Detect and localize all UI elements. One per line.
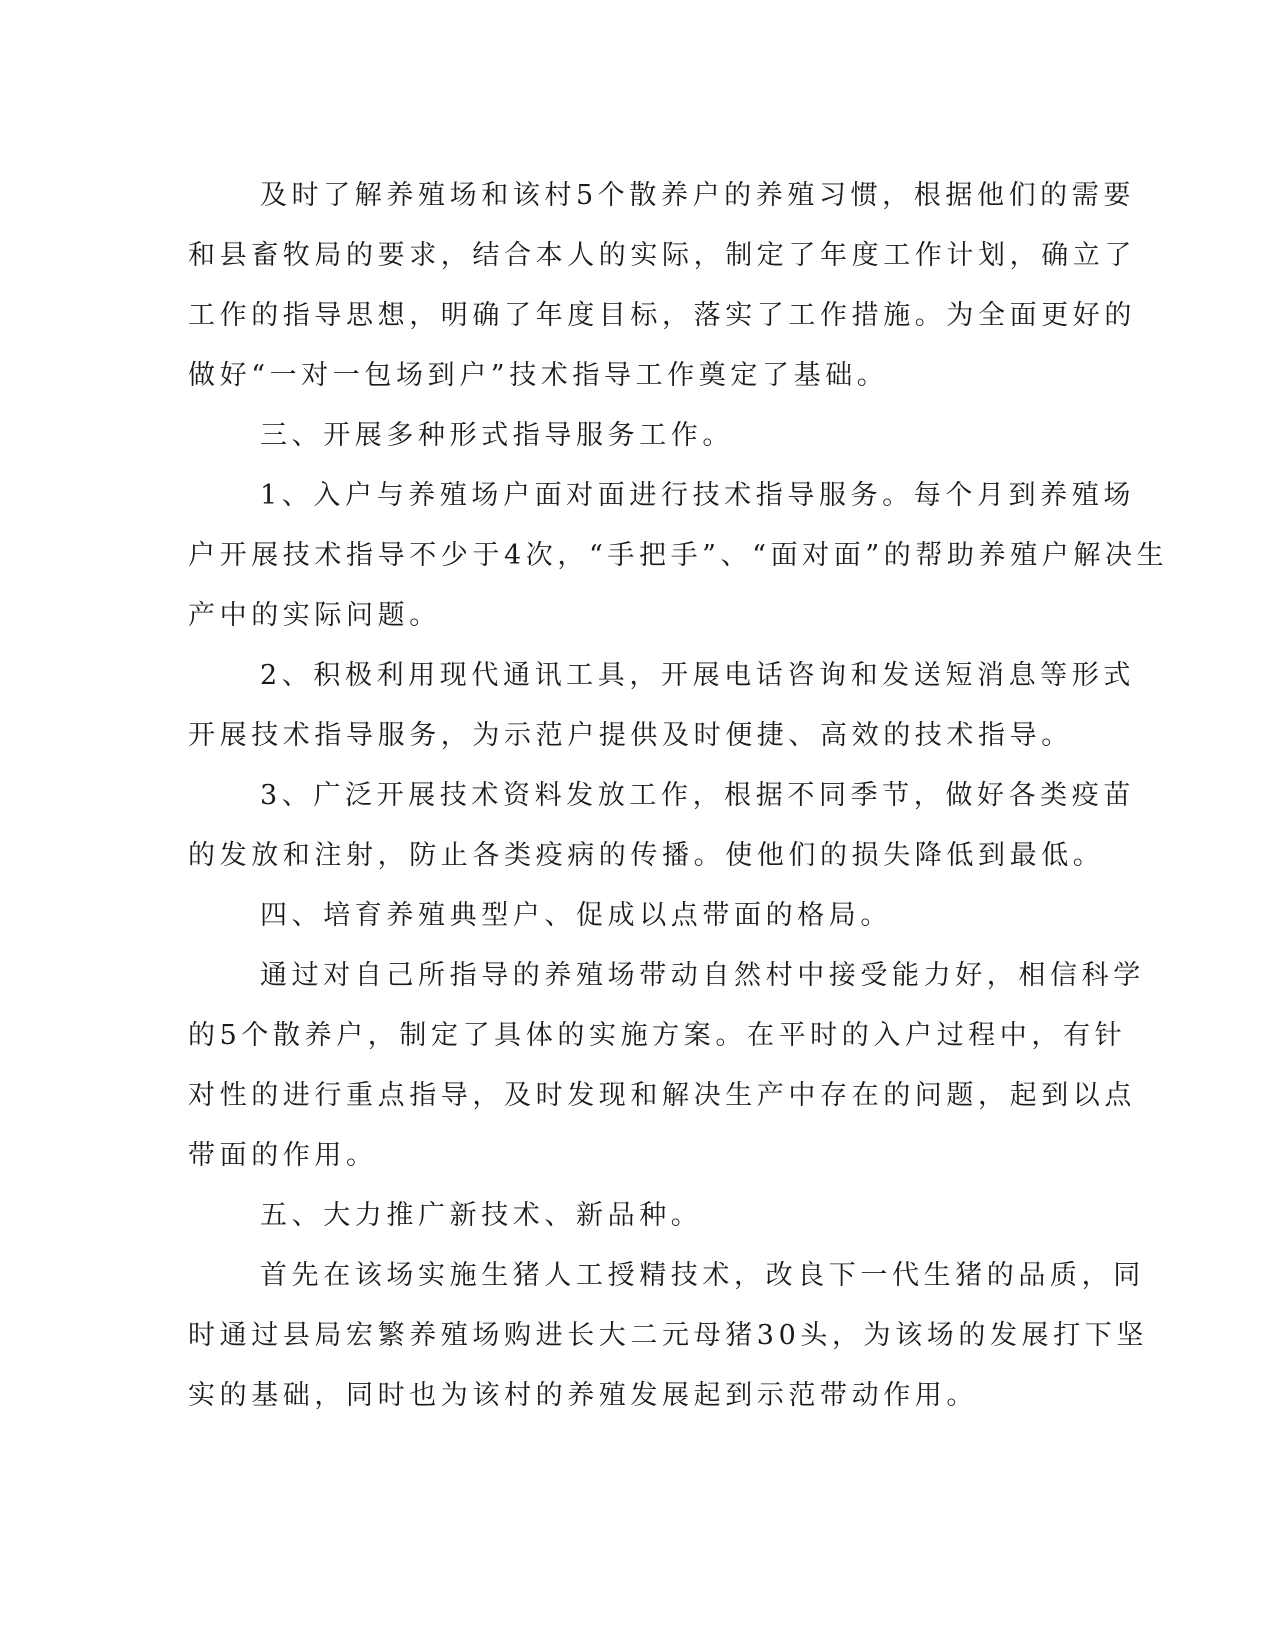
- paragraph-line: 带面的作用。: [188, 1140, 378, 1171]
- paragraph-line: 首先在该场实施生猪人工授精技术，改良下一代生猪的品质，同: [260, 1260, 1145, 1291]
- section-heading: 三、开展多种形式指导服务工作。: [260, 420, 734, 451]
- paragraph-line: 的5个散养户，制定了具体的实施方案。在平时的入户过程中，有针: [188, 1020, 1127, 1051]
- paragraph-line: 通过对自己所指导的养殖场带动自然村中接受能力好，相信科学: [260, 960, 1145, 991]
- paragraph-line: 1、入户与养殖场户面对面进行技术指导服务。每个月到养殖场: [260, 480, 1135, 511]
- paragraph-line: 的发放和注射，防止各类疫病的传播。使他们的损失降低到最低。: [188, 840, 1105, 871]
- paragraph-line: 开展技术指导服务，为示范户提供及时便捷、高效的技术指导。: [188, 720, 1073, 751]
- paragraph-line: 3、广泛开展技术资料发放工作，根据不同季节，做好各类疫苗: [260, 780, 1135, 811]
- paragraph-line: 户开展技术指导不少于4次，“手把手”、“面对面”的帮助养殖户解决生: [188, 540, 1169, 571]
- paragraph-line: 2、积极利用现代通讯工具，开展电话咨询和发送短消息等形式: [260, 660, 1135, 691]
- paragraph-line: 对性的进行重点指导，及时发现和解决生产中存在的问题，起到以点: [188, 1080, 1136, 1111]
- paragraph-line: 工作的指导思想，明确了年度目标，落实了工作措施。为全面更好的: [188, 300, 1136, 331]
- document-body: [188, 166, 1169, 1426]
- paragraph-line: 做好“一对一包场到户”技术指导工作奠定了基础。: [188, 360, 889, 391]
- paragraph-line: 产中的实际问题。: [188, 600, 441, 631]
- paragraph-line: 和县畜牧局的要求，结合本人的实际，制定了年度工作计划，确立了: [188, 240, 1136, 271]
- section-heading: 四、培育养殖典型户、促成以点带面的格局。: [260, 900, 892, 931]
- paragraph-line: 时通过县局宏繁养殖场购进长大二元母猪30头，为该场的发展打下坚: [188, 1320, 1148, 1351]
- section-heading: 五、大力推广新技术、新品种。: [260, 1200, 703, 1231]
- paragraph-line: 实的基础，同时也为该村的养殖发展起到示范带动作用。: [188, 1380, 978, 1411]
- paragraph-line: 及时了解养殖场和该村5个散养户的养殖习惯，根据他们的需要: [260, 180, 1135, 211]
